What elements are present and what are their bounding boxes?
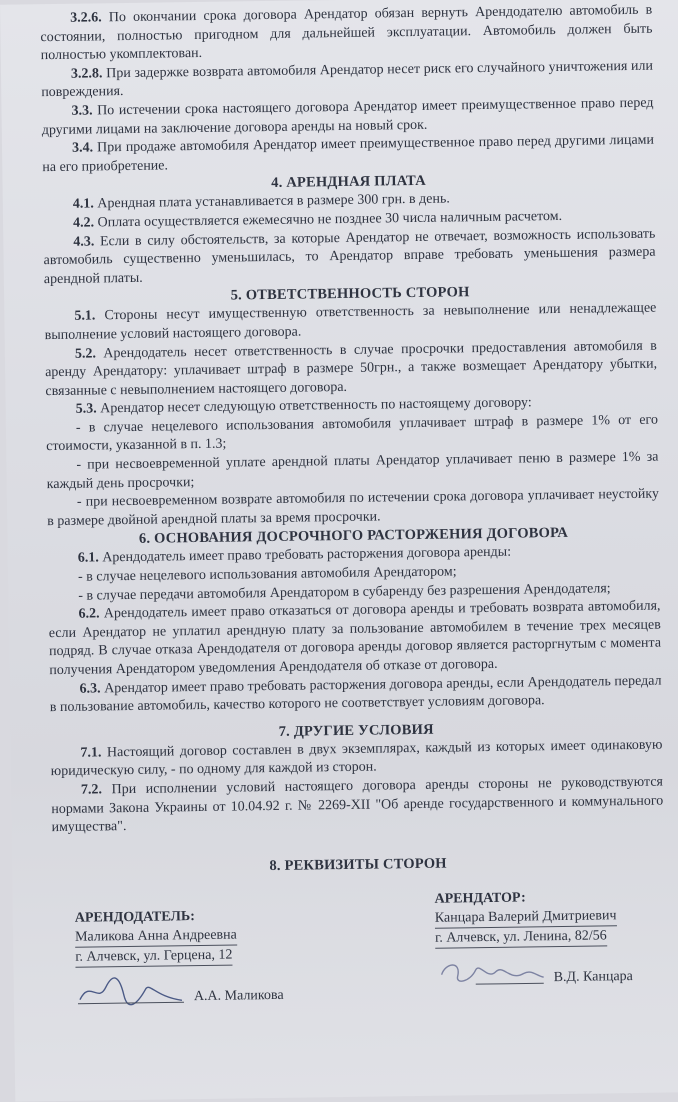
clause-5-3-item-a: - в случае нецелевого использования автомобиля уплачивает штраф в размере 1% от его стоимости, указанной в п. 1.3; bbox=[46, 412, 658, 455]
clause-3-2-6: 3.2.6. По окончании срока договора Арендатор обязан вернуть Арендодателю автомобиль в состоянии, полностью пригодном для дальнейшей эксплуатации. Автомобиль должен быть полностью укомплектован. bbox=[40, 2, 653, 64]
clause-4-3: 4.3. Если в силу обстоятельств, за которые Арендатор не отвечает, возможность использовать автомобиль существенно уменьшилась, то Арендатор вправе требовать уменьшения размера арендной платы. bbox=[43, 226, 656, 287]
section-4-heading: 4. АРЕНДНАЯ ПЛАТА bbox=[271, 173, 426, 192]
section-8-heading: 8. РЕКВИЗИТЫ СТОРОН bbox=[269, 855, 447, 874]
clause-4-1: 4.1. Арендная плата устанавливается в размере 300 грн. в день. bbox=[72, 191, 450, 213]
landlord-role: АРЕНДОДАТЕЛЬ: bbox=[74, 908, 195, 926]
clause-6-3: 6.3. Арендатор имеет право требовать расторжения договора аренды, если Арендодатель передал в пользование автомобиль, качество которого не соответствует условиям договора. bbox=[49, 673, 662, 716]
clause-5-3: 5.3. Арендатор несет следующую ответственность по настоящему договору: bbox=[75, 395, 532, 417]
tenant-signature-line bbox=[435, 951, 678, 989]
landlord-details bbox=[75, 905, 356, 1008]
tenant-details bbox=[434, 886, 678, 989]
clause-5-3-item-c: - при несвоевременном возврате автомобиля по истечении срока договора уплачивает неустойку в размере двойной арендной платы за время просрочки. bbox=[47, 486, 660, 529]
landlord-signature-name: А.А. Маликова bbox=[193, 987, 284, 1004]
tenant-role: АРЕНДАТОР: bbox=[434, 890, 526, 907]
clause-5-1: 5.1. Стороны несут имущественную ответственность за невыполнение или ненадлежащее выполнение условий настоящего договора. bbox=[44, 300, 657, 344]
section-6-heading: 6. ОСНОВАНИЯ ДОСРОЧНОГО РАСТОРЖЕНИЯ ДОГОВОРА bbox=[138, 525, 569, 548]
tenant-name: Канцара Валерий Дмитриевич bbox=[435, 906, 617, 929]
clause-5-2: 5.2. Арендодатель несет ответственность в случае просрочки предоставления автомобиля в аренду Арендатору: уплачивает штраф в размере 50грн., а также возмещает Арендатору убытки, связанные с невыполнением настоящего договора. bbox=[45, 338, 658, 399]
section-7-heading: 7. ДРУГИЕ УСЛОВИЯ bbox=[278, 721, 434, 740]
clause-7-2: 7.2. При исполнении условий настоящего договора аренды стороны не руководствуются нормами Закона Украины от 10.04.92 г. № 2269-XII "Об аренде государственного и коммунального имущества". bbox=[51, 774, 664, 836]
landlord-signature-line bbox=[76, 970, 356, 1008]
clause-4-2: 4.2. Оплата осуществляется ежемесячно не позднее 30 числа наличным расчетом. bbox=[72, 208, 563, 231]
clause-3-4: 3.4. При продаже автомобиля Арендатор имеет преимущественное право перед другими лицами на его приобретение. bbox=[42, 132, 655, 175]
section-5-heading: 5. ОТВЕТСТВЕННОСТЬ СТОРОН bbox=[230, 284, 470, 304]
landlord-name: Маликова Анна Андреевна bbox=[75, 925, 237, 947]
tenant-signature-mark bbox=[435, 953, 545, 989]
clause-7-1: 7.1. Настоящий договор составлен в двух экземплярах, каждый из которых имеет одинаковую юридическую силу, - по одному для каждой из сторон. bbox=[50, 737, 663, 780]
clause-3-2-8: 3.2.8. При задержке возврата автомобиля Арендатор несет риск его случайного уничтожения или повреждения. bbox=[41, 58, 654, 101]
tenant-address: г. Алчевск, ул. Ленина, 82/56 bbox=[435, 926, 607, 948]
clause-5-3-item-b: - при несвоевременной уплате арендной платы Арендатор уплачивает пеню в размере 1% за каждый день просрочки; bbox=[46, 449, 659, 492]
clause-6-1-item-b: - в случае передачи автомобиля Арендатором в субаренду без разрешения Арендодателя; bbox=[78, 580, 611, 604]
clause-3-3: 3.3. По истечении срока настоящего договора Арендатор имеет преимущественное право перед другими лицами на заключение договора аренды на новый срок. bbox=[41, 95, 654, 138]
signature-block bbox=[52, 882, 666, 1041]
clause-6-1: 6.1. Арендодатель имеет право требовать расторжения договора аренды: bbox=[77, 545, 512, 567]
tenant-signature-name: В.Д. Канцара bbox=[553, 968, 633, 985]
landlord-signature-mark bbox=[76, 972, 186, 1008]
landlord-address: г. Алчевск, ул. Герцена, 12 bbox=[75, 945, 232, 967]
clause-6-2: 6.2. Арендодатель имеет право отказаться от договора аренды и требовать возврата автомобиля, если Арендатор не уплатил арендную плату за пользование автомобилем в течение трех месяцев подряд. В случае отказа Арендодателя от договора аренды договор является расторгнутым с момента получения Арендатором уведомления Арендодателя об отказе от договора. bbox=[48, 598, 662, 679]
clause-6-1-item-a: - в случае нецелевого использования автомобиля Арендатором; bbox=[77, 564, 457, 585]
